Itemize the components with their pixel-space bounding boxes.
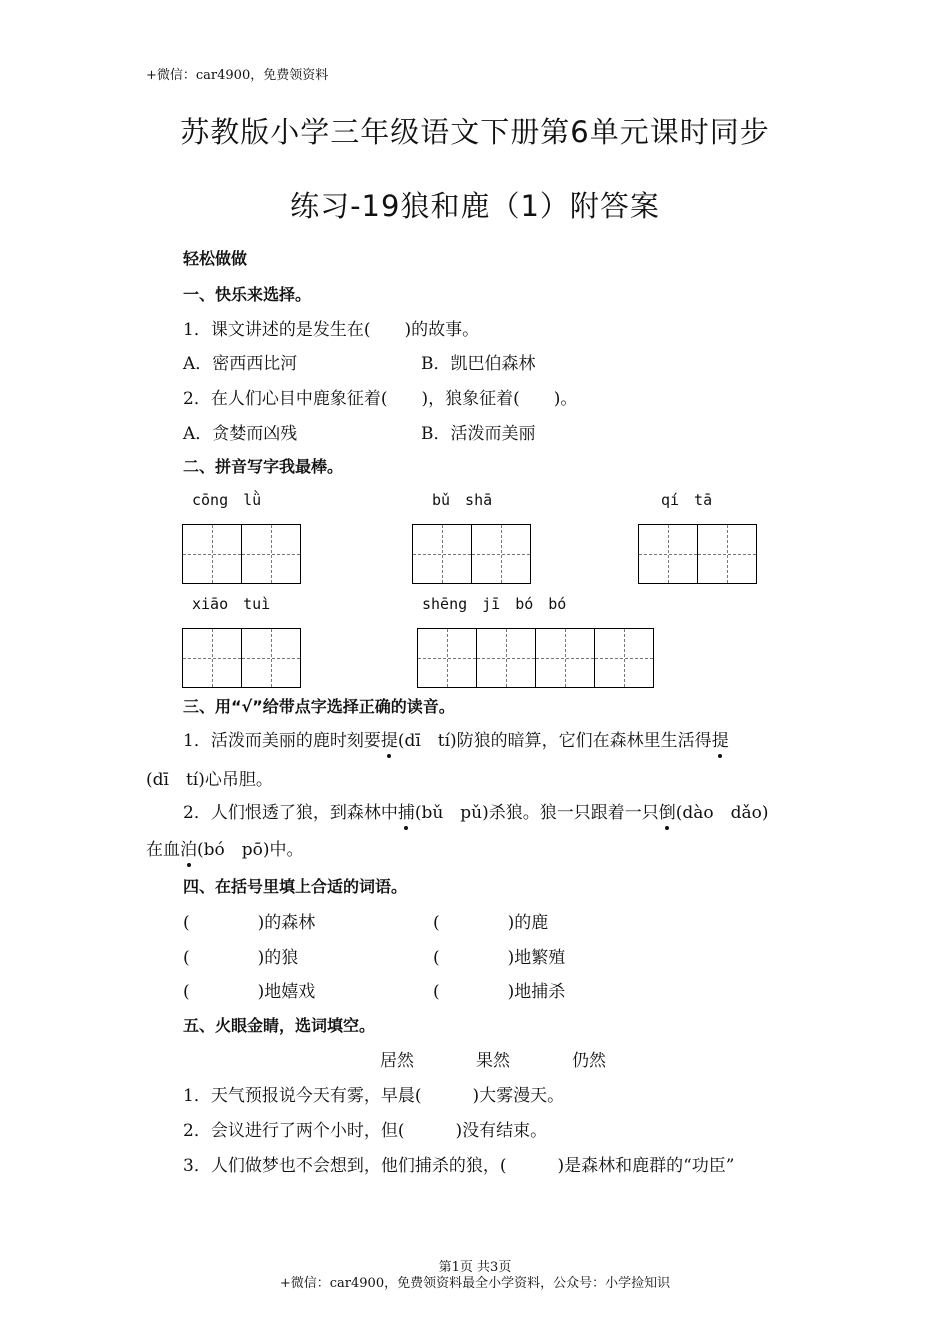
page-title-line1: 苏教版小学三年级语文下册第6单元课时同步 (180, 115, 770, 149)
writing-grid-3[interactable] (638, 524, 756, 584)
s3-line-3 (183, 798, 769, 823)
page-number: 第1页 共3页 (438, 1260, 512, 1275)
section-1-heading: 一、快乐来选择。 (183, 285, 312, 304)
section-4-heading: 四、在括号里填上合适的词语。 (183, 877, 408, 896)
s4-row-2-right: ( )地繁殖 (433, 948, 566, 968)
s5-question-3: 3．人们做梦也不会想到，他们捕杀的狼，( )是森林和鹿群的“功臣” (183, 1156, 735, 1176)
writing-cell[interactable] (697, 524, 757, 584)
writing-cell[interactable] (638, 524, 698, 584)
section-5-heading: 五、火眼金睛，选词填空。 (183, 1016, 376, 1035)
writing-grid-1[interactable] (182, 524, 300, 584)
s1-question-2: 2．在人们心目中鹿象征着( )，狼象征着( )。 (183, 389, 578, 409)
s1-q1-option-b: B．凯巴伯森林 (421, 354, 536, 374)
writing-cell[interactable] (182, 628, 242, 688)
pinyin-3: qí tā (661, 491, 713, 509)
pinyin-5: shēng jī bó bó (422, 595, 567, 613)
dotted-char: 倒 (659, 798, 676, 823)
writing-cell[interactable] (471, 524, 531, 584)
writing-cell[interactable] (412, 524, 472, 584)
writing-grid-2[interactable] (412, 524, 530, 584)
s3-line-3-text-a: 2．人们恨透了狼，到森林中 (183, 803, 398, 823)
writing-cell[interactable] (476, 628, 536, 688)
s4-row-3-left: ( )地嬉戏 (183, 982, 316, 1002)
writing-cell[interactable] (594, 628, 654, 688)
s3-line-1-text-b: (dī tí)防狼的暗算，它们在森林里生活得 (397, 731, 712, 751)
dotted-char: 提 (712, 726, 729, 751)
s3-line-3-text-c: (dào dǎo) (675, 803, 769, 823)
dotted-char: 提 (381, 726, 398, 751)
writing-grid-4[interactable] (182, 628, 300, 688)
s4-row-2-left: ( )的狼 (183, 948, 299, 968)
s4-row-1-left: ( )的森林 (183, 913, 316, 933)
s1-question-1: 1．课文讲述的是发生在( )的故事。 (183, 320, 480, 340)
dotted-char: 泊 (180, 835, 197, 860)
pinyin-4: xiāo tuì (192, 595, 271, 613)
writing-cell[interactable] (182, 524, 242, 584)
section-2-heading: 二、拼音写字我最棒。 (183, 457, 344, 476)
s3-line-1 (183, 726, 729, 751)
word-option-1: 居然 (380, 1051, 414, 1071)
footer-note: +微信：car4900，免费领资料最全小学资料，公众号：小学捡知识 (279, 1276, 671, 1291)
word-option-3: 仍然 (572, 1051, 606, 1071)
s3-line-2: (dī tí)心吊胆。 (146, 770, 273, 790)
s1-q1-option-a: A．密西西比河 (183, 354, 298, 374)
s1-q2-option-b: B．活泼而美丽 (421, 424, 536, 444)
pinyin-1: cōng lǜ (192, 491, 262, 509)
s4-row-3-right: ( )地捕杀 (433, 982, 566, 1002)
writing-grid-5[interactable] (417, 628, 653, 688)
section-easy-label: 轻松做做 (183, 249, 248, 268)
header-note: +微信：car4900，免费领资料 (146, 68, 329, 83)
writing-cell[interactable] (535, 628, 595, 688)
page-title-line2: 练习-19狼和鹿（1）附答案 (290, 189, 660, 223)
pinyin-2: bǔ shā (432, 491, 493, 509)
s3-line-3-text-b: (bǔ pǔ)杀狼。狼一只跟着一只 (414, 803, 659, 823)
s1-q2-option-a: A．贪婪而凶残 (183, 424, 298, 444)
writing-cell[interactable] (241, 628, 301, 688)
s3-line-1-text-a: 1．活泼而美丽的鹿时刻要 (183, 731, 381, 751)
writing-cell[interactable] (417, 628, 477, 688)
writing-cell[interactable] (241, 524, 301, 584)
s4-row-1-right: ( )的鹿 (433, 913, 549, 933)
section-3-heading: 三、用“√”给带点字选择正确的读音。 (183, 697, 455, 716)
s5-question-2: 2．会议进行了两个小时，但( )没有结束。 (183, 1121, 548, 1141)
s3-line-4-text-b: (bó pō)中。 (197, 840, 304, 860)
dotted-char: 捕 (398, 798, 415, 823)
s3-line-4-text-a: 在血 (146, 840, 180, 860)
s3-line-4 (146, 835, 304, 860)
word-option-2: 果然 (476, 1051, 510, 1071)
s5-question-1: 1．天气预报说今天有雾，早晨( )大雾漫天。 (183, 1086, 565, 1106)
